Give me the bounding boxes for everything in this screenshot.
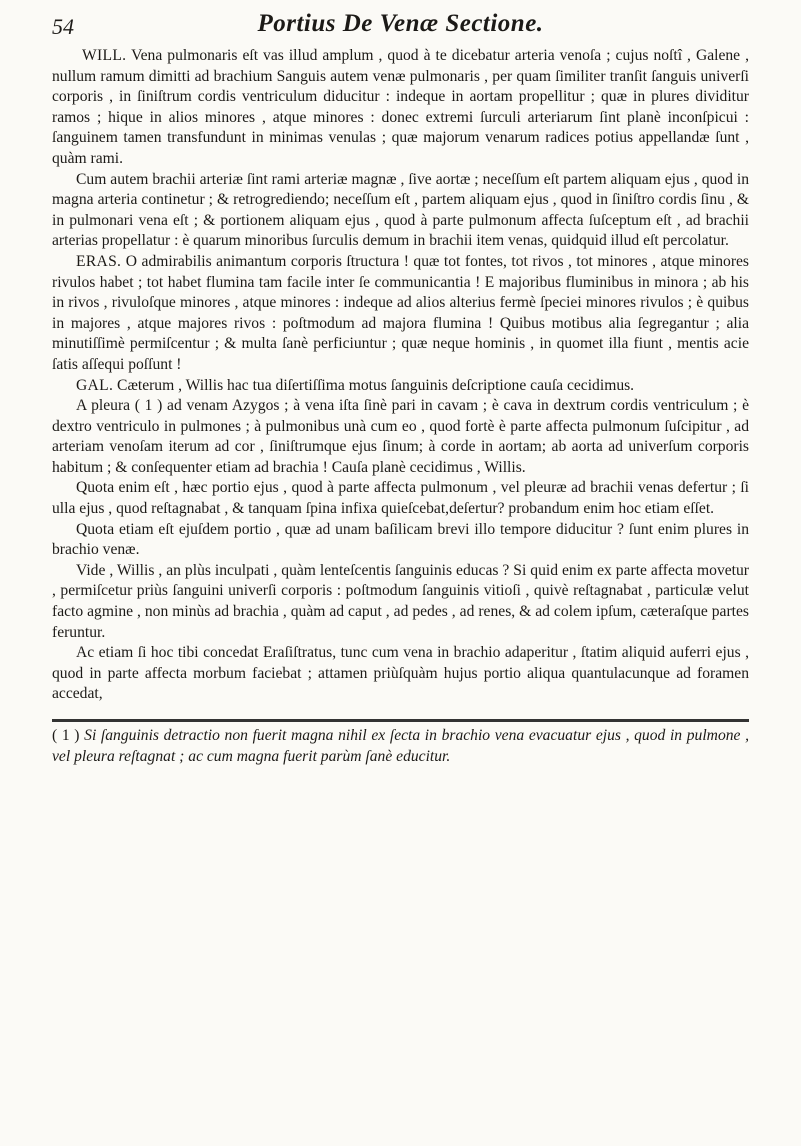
footnote-divider xyxy=(52,719,749,722)
paragraph-text: Cæterum , Willis hac tua diſertiſſima motus ſanguinis deſcriptione cauſa cecidimus. xyxy=(113,376,635,394)
paragraph xyxy=(52,520,749,561)
speaker-label: WILL. xyxy=(82,47,127,64)
paragraph-text: Cum autem brachii arteriæ ſint rami arteriæ magnæ , ſive aortæ ; neceſſum eſt partem aliquam ejus , quod in magna arteria continetur ; & retrogrediendo; neceſſum eſt , partem aliquam ejus , quod in ſiniſtro cordis ſinu , & in pulmonari vena eſt ; & portionem aliquam ejus , quod à parte pulmonum affecta ſuſceptum eſt , ad brachii arterias propellatur : è quarum minoribus ſurculis demum in brachii item venas, quidquid illud eſt percolatur. xyxy=(52,170,749,250)
paragraph xyxy=(52,561,749,643)
paragraph xyxy=(52,478,749,519)
paragraph xyxy=(52,643,749,705)
speaker-label: ERAS. xyxy=(76,252,122,270)
paragraph xyxy=(52,376,749,397)
paragraph xyxy=(52,252,749,376)
paragraph-text: Quota enim eſt , hæc portio ejus , quod à parte affecta pulmonum , vel pleuræ ad brachii venas defertur ; ſi ulla ejus , quod reſtagnabat , & tanquam ſpina infixa quieſcebat,deſertur? probandum enim hoc etiam eſſet. xyxy=(52,479,749,518)
paragraph xyxy=(52,396,749,478)
paragraph xyxy=(52,170,749,252)
paragraph-text: Ac etiam ſi hoc tibi concedat Eraſiſtratus, tunc cum vena in brachio adaperitur , ſtatim aliquid auferri ejus , quod in parte affecta morbum faciebat ; attamen priùſquàm hujus portio aliqua quantulacunque ad foramen accedat, xyxy=(52,644,749,703)
paragraph xyxy=(52,46,749,170)
paragraph-text: A pleura ( 1 ) ad venam Azygos ; à vena iſta ſinè pari in cavam ; è cava in dextrum cordis ventriculum ; è dextro ventriculo in pulmones ; à pulmonibus unà cum eo , quod fortè è parte affecta pulmonum ſuſcipitur , ad arteriam venoſam iterum ad cor , ſiniſtrumque ejus ſinum; à corde in aortam; ab aorta ad univerſum corporis habitum ; & conſequenter etiam ad brachia ! Cauſa planè cecidimus , Willis. xyxy=(52,397,749,476)
footnote xyxy=(52,726,749,767)
page-number: 54 xyxy=(52,14,74,39)
main-text xyxy=(52,46,749,705)
footnote-marker: ( 1 ) xyxy=(52,727,80,744)
paragraph-text: Vide , Willis , an plùs inculpati , quàm lenteſcentis ſanguinis educas ? Si quid enim ex parte affecta movetur , permiſcetur priùs ſanguini univerſi corporis : poſtmodum ſanguinis vitioſi , quivè reſtagnabat , particulæ velut facto agmine , non minùs ad brachia , quàm ad caput , ad pedes , ad renes, & ad colem ipſum, cæteraſque partes feruntur. xyxy=(52,561,749,641)
paragraph-text: O admirabilis animantum corporis ſtructura ! quæ tot fontes, tot rivos , tot minores , atque minores rivulos habet ; tot habet flumina tam facile inter ſe communicantia ! E majoribus fluminibus in minora ; ab his in rivos , rivuloſque minores , atque minores : indeque ad alios alterius fermè ſpeciei minores rivulos ; è quibus in majores , atque majores rivos : poſtmodum ad majora flumina ! Quibus motibus alia ſegregantur ; alia minutiſſimè permiſcentur ; & multa ſanè perficiuntur ; quæ neque hominis , in quomet illa fiunt , mentis acie ſatis aſſequi poſſunt ! xyxy=(52,252,749,373)
running-title: Portius De Venæ Sectione. xyxy=(257,10,544,37)
paragraph-text: Vena pulmonaris eſt vas illud amplum , quod à te dicebatur arteria venoſa ; cujus noſtî , Galene , nullum ramum dimitti ad brachium Sanguis autem venæ pulmonaris , per quam ſimiliter tranſit ſanguis univerſi corporis , in ſiniſtrum cordis ventriculum diducitur : indeque in aortam propellitur ; quæ in plures dividitur ramos ; hique in alios minores , atque minores : donec extremi ſurculi arteriarum ſint planè inconſpicui : ſanguinem tamen transfundunt in minimas venulas ; quæ majorum venarum radices potius appellandæ ſunt , quàm rami. xyxy=(52,47,749,167)
footnote-text: Si ſanguinis detractio non fuerit magna nihil ex ſecta in brachio vena evacuatur ejus , quod in pulmone , vel pleura reſtagnat ; ac cum magna fuerit parùm ſanè educitur. xyxy=(52,727,750,765)
paragraph-text: Quota etiam eſt ejuſdem portio , quæ ad unam baſilicam brevi illo tempore diducitur ? ſunt enim plures in brachio venæ. xyxy=(52,520,749,559)
speaker-label: GAL. xyxy=(76,376,114,394)
page-header xyxy=(52,6,749,46)
